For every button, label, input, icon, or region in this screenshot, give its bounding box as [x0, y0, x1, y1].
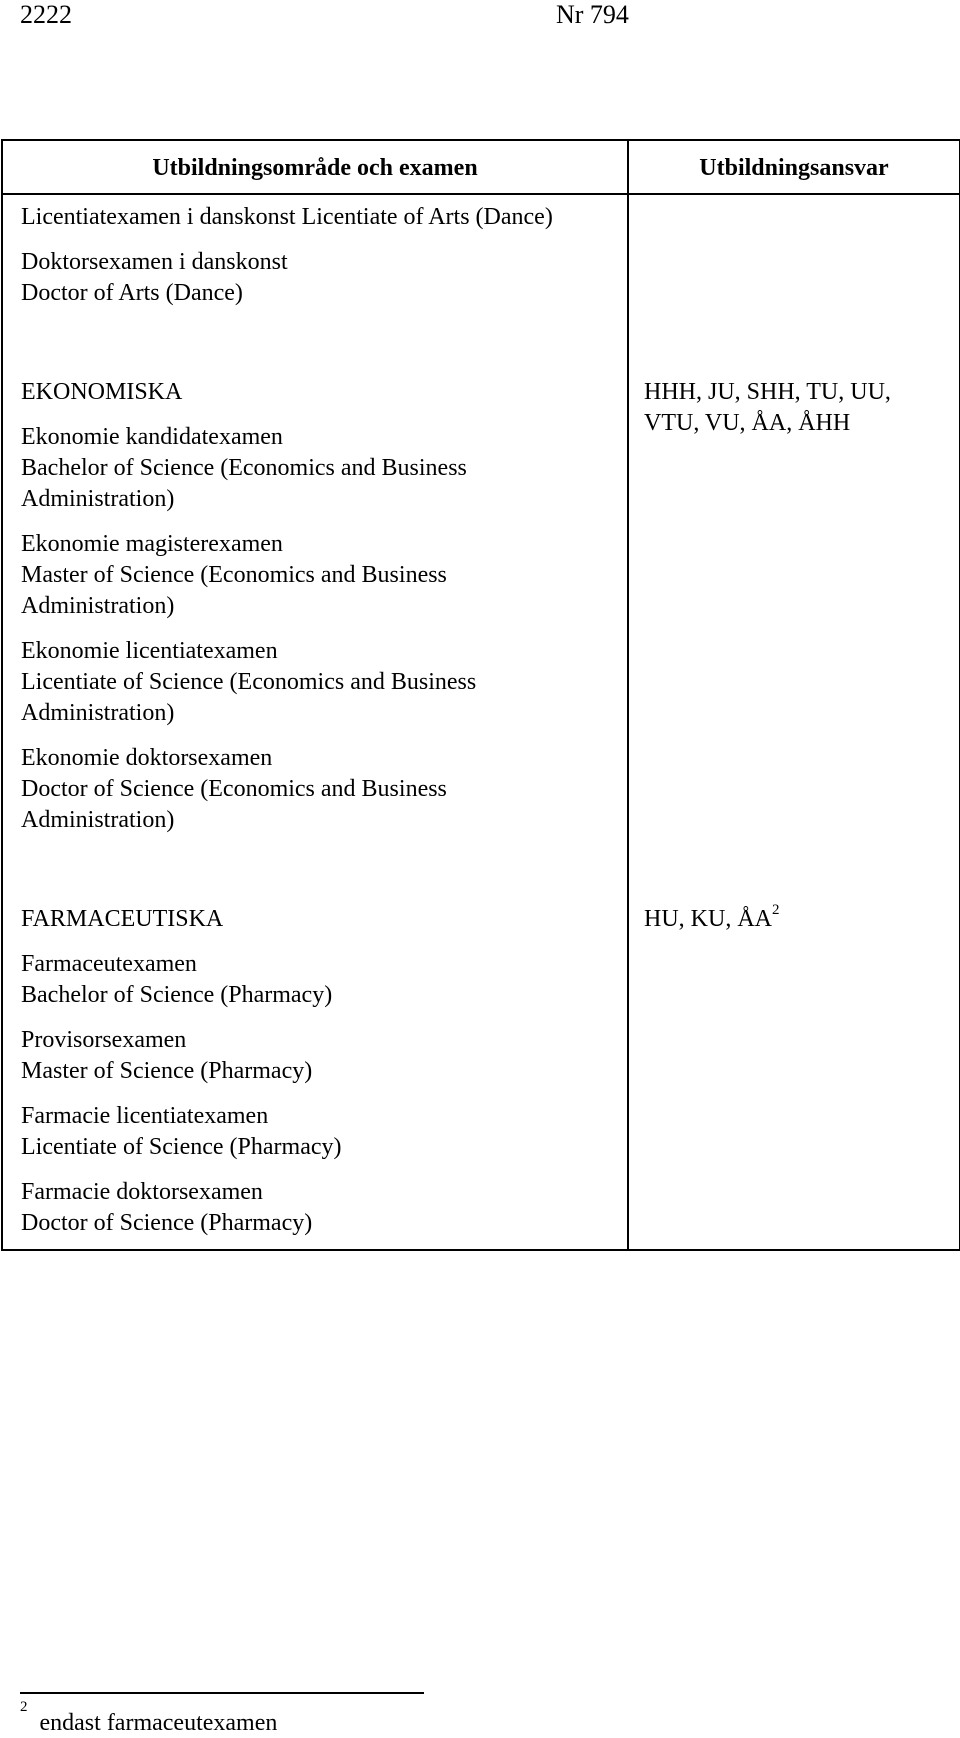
responsibility-text-cont: VTU, VU, ÅA, ÅHH [644, 410, 851, 436]
degree-name-sv: Ekonomie kandidatexamen [21, 424, 283, 450]
column-header-area: Utbildningsområde och examen [2, 140, 628, 194]
degree-block [21, 247, 627, 309]
page-number: 2222 [20, 0, 72, 29]
degree-block [21, 636, 627, 729]
exam-table [1, 139, 960, 1251]
degree-block [21, 1025, 627, 1087]
field-title: FARMACEUTISKA [21, 906, 224, 932]
degree-name-en-cont: Administration) [21, 807, 175, 833]
degree-name-en-cont: Administration) [21, 700, 175, 726]
footnote-text: endast farmaceutexamen [39, 1710, 278, 1736]
degree-name-sv: Farmacie doktorsexamen [21, 1179, 263, 1205]
degree-name-en: Master of Science (Pharmacy) [21, 1058, 313, 1084]
degree-block [21, 949, 627, 1011]
degree-name-sv: Ekonomie magisterexamen [21, 531, 283, 557]
degree-name-en: Doctor of Arts (Dance) [21, 280, 243, 306]
table-header-row [2, 140, 960, 194]
footnote-marker: 2 [20, 1699, 28, 1715]
document-number: Nr 794 [556, 0, 629, 29]
degree-name-en-cont: Administration) [21, 486, 175, 512]
degree-name-sv: Licentiatexamen i danskonst [21, 204, 296, 230]
degree-name-en: Licentiate of Science (Economics and Business [21, 669, 477, 695]
degree-name-sv: Ekonomie licentiatexamen [21, 638, 278, 664]
responsibility-cell [628, 194, 960, 377]
responsibility-cell [628, 904, 960, 1250]
degree-name-en: Doctor of Science (Pharmacy) [21, 1210, 313, 1236]
page-header [0, 0, 960, 34]
degree-name-sv: Doktorsexamen i danskonst [21, 249, 288, 275]
table-row [2, 377, 960, 904]
degree-name-en: Bachelor of Science (Economics and Business [21, 455, 467, 481]
degree-name-en: Licentiate of Science (Pharmacy) [21, 1134, 342, 1160]
table-row [2, 194, 960, 377]
footnote-separator [20, 1692, 424, 1694]
degree-block [21, 743, 627, 836]
responsibility-text [644, 904, 959, 935]
responsibility-text: HHH, JU, SHH, TU, UU, [644, 379, 891, 405]
degree-name-sv: Ekonomie doktorsexamen [21, 745, 273, 771]
column-header-responsibility: Utbildningsansvar [628, 140, 960, 194]
degree-block [21, 422, 627, 515]
table-row [2, 904, 960, 1250]
degree-block [21, 1101, 627, 1163]
degree-name-en: Doctor of Science (Economics and Business [21, 776, 447, 802]
degree-name-sv: Farmaceutexamen [21, 951, 197, 977]
degree-block [21, 202, 627, 233]
degree-block [21, 1177, 627, 1239]
degree-name-en-cont: Administration) [21, 593, 175, 619]
responsibility-value: HU, KU, ÅA [644, 906, 772, 932]
area-cell [2, 377, 628, 904]
degree-name-en: Licentiate of Arts (Dance) [301, 204, 553, 230]
degree-name-en: Bachelor of Science (Pharmacy) [21, 982, 333, 1008]
area-cell [2, 194, 628, 377]
degree-name-en: Master of Science (Economics and Business [21, 562, 447, 588]
responsibility-cell [628, 377, 960, 904]
area-cell [2, 904, 628, 1250]
footnote-reference: 2 [772, 902, 780, 918]
footnote [20, 1699, 278, 1738]
degree-name-sv: Farmacie licentiatexamen [21, 1103, 269, 1129]
field-title: EKONOMISKA [21, 379, 183, 405]
degree-name-sv: Provisorsexamen [21, 1027, 187, 1053]
degree-block [21, 529, 627, 622]
